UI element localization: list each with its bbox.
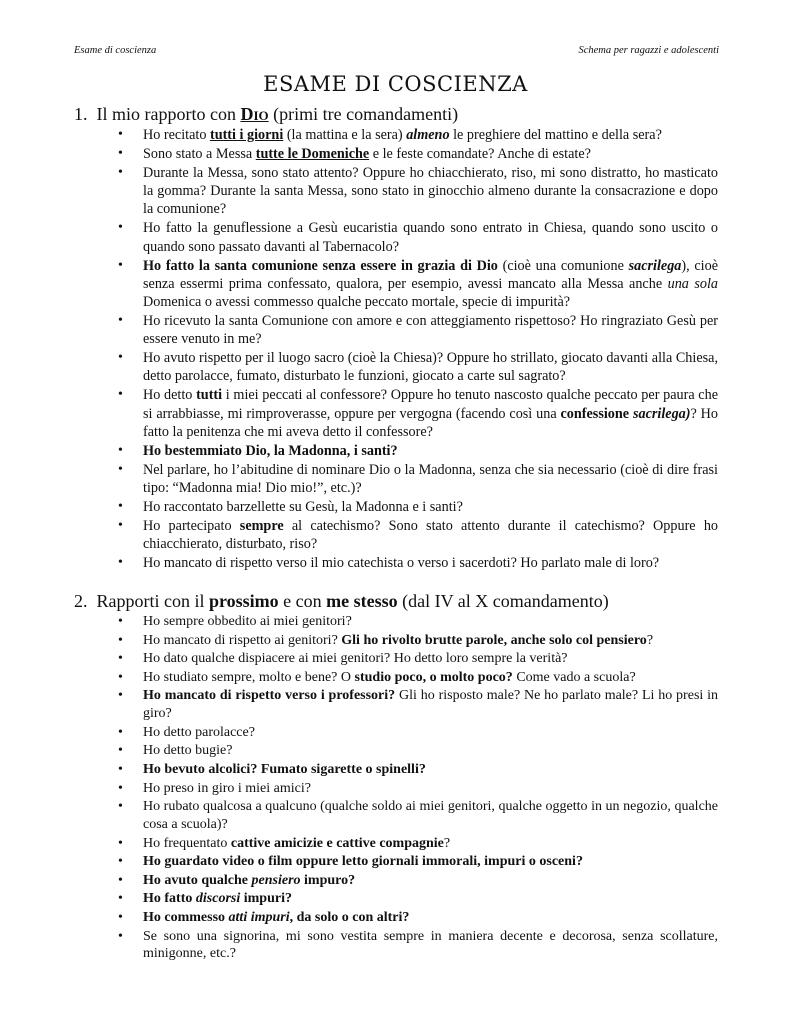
- section-1-heading: [74, 104, 458, 125]
- item-text: al catechismo? Sono stato attento durante il catechismo? Oppure ho chiacchierato, disturbato, riso?: [143, 518, 719, 553]
- item-emphasis: sacrilega): [632, 405, 691, 422]
- item-emphasis: Ho guardato video o film oppure letto giornali immorali, impuri o osceni?: [143, 854, 583, 870]
- item-emphasis: confessione: [560, 405, 633, 422]
- list-item: [118, 742, 718, 760]
- item-text: Ho detto bugie?: [143, 743, 233, 759]
- list-item: [118, 517, 718, 553]
- list-item: [118, 145, 718, 163]
- item-text: Ho studiato sempre, molto e bene? O: [143, 669, 355, 685]
- list-item: [118, 687, 718, 723]
- list-item: [118, 442, 718, 460]
- item-text: Ho dato qualche dispiacere ai miei genitori? Ho detto loro sempre la verità?: [143, 651, 568, 667]
- item-emphasis: Ho bestemmiato Dio, la Madonna, i santi?: [143, 442, 398, 459]
- item-text: Ho rubato qualcosa a qualcuno (qualche soldo ai miei genitori, qualche oggetto in un negozio, qualche cosa a scuola)?: [143, 799, 718, 832]
- item-emphasis: tutti i giorni: [209, 127, 284, 143]
- list-item: [118, 613, 718, 631]
- list-item: [118, 724, 718, 742]
- section-2-heading: [74, 591, 609, 612]
- section-2-heading-text: e con: [283, 591, 322, 611]
- list-item: [118, 126, 718, 144]
- item-text: Ho frequentato: [143, 835, 231, 851]
- list-item: [118, 386, 718, 441]
- item-emphasis: impuri?: [240, 891, 292, 907]
- list-item: [118, 890, 718, 908]
- item-text: Ho sempre obbedito ai miei genitori?: [143, 614, 352, 629]
- item-emphasis: cattive amicizie e cattive compagnie: [230, 835, 444, 851]
- item-text: Come vado a scuola?: [512, 669, 636, 685]
- item-emphasis: Ho bevuto alcolici? Fumato sigarette o spinelli?: [143, 761, 426, 777]
- item-text: Nel parlare, ho l’abitudine di nominare Dio o la Madonna, senza che sia necessario (cioè di dire frasi tipo: “Madonna mia! Dio mio!”, etc.)?: [143, 461, 718, 497]
- section-1-heading-pre: Il mio rapporto con: [96, 104, 236, 124]
- list-item: [118, 928, 718, 964]
- item-emphasis: Ho fatto: [143, 891, 196, 907]
- item-emphasis: , da solo o con altri?: [289, 909, 410, 925]
- list-item: [118, 632, 718, 650]
- item-text: Durante la Messa, sono stato attento? Oppure ho chiacchierato, riso, mi sono distratto, ho masticato la gomma? Durante la santa Messa, sono stato in ginocchio almeno durante la consacrazione e dopo la comunione?: [143, 165, 718, 218]
- item-text: Ho raccontato barzellette su Gesù, la Madonna e i santi?: [143, 499, 463, 516]
- list-item: [118, 219, 718, 255]
- item-text: ? Ho fatto la penitenza che mi aveva detto il confessore?: [143, 405, 718, 440]
- item-text: Ho fatto la genuflessione a Gesù eucaristia quando sono entrato in Chiesa, quando sono uscito o quando sono passato davanti al Tabernacolo?: [143, 220, 718, 255]
- item-text: Sono stato a Messa: [143, 146, 256, 162]
- item-text: i miei peccati al confessore? Oppure ho tenuto nascosto qualche peccato per paura che si arrabbiasse, mi rimproverasse, oppure per vergogna (facendo così una: [143, 387, 718, 422]
- section-1-heading-god: Dio: [240, 104, 269, 124]
- item-emphasis: tutti: [196, 387, 223, 404]
- item-emphasis: discorsi: [195, 891, 241, 907]
- item-text: Gli ho risposto male? Ne ho parlato male? Li ho presi in giro?: [143, 688, 719, 722]
- item-text: Ho ricevuto la santa Comunione con amore e con atteggiamento rispettoso? Ho ringraziato Gesù per essere venuto in me?: [143, 313, 718, 348]
- item-emphasis: sempre: [239, 518, 284, 535]
- item-emphasis: Ho commesso: [143, 909, 229, 925]
- item-emphasis: almeno: [406, 127, 450, 143]
- running-header-right: Schema per ragazzi e adolescenti: [578, 45, 719, 56]
- item-text: ?: [443, 835, 451, 851]
- list-item: [118, 312, 718, 348]
- section-2-heading-emphasis: prossimo: [208, 591, 279, 611]
- list-item: [118, 461, 718, 497]
- list-item: [118, 554, 718, 572]
- section-2-number: 2.: [74, 591, 88, 611]
- section-1-number: 1.: [74, 104, 88, 124]
- item-text: Domenica o avessi commesso qualche peccato mortale, specie di impurità?: [143, 294, 571, 311]
- list-item: [118, 257, 718, 312]
- item-emphasis: pensiero: [251, 872, 301, 888]
- item-emphasis: Gli ho rivolto brutte parole, anche solo col pensiero: [341, 632, 647, 648]
- list-item: [118, 349, 718, 385]
- list-item: [118, 780, 718, 798]
- item-emphasis: Ho avuto qualche: [143, 872, 252, 888]
- section-2-heading-text: Rapporti con il: [96, 591, 205, 611]
- section-1-list: [118, 126, 718, 573]
- list-item: [118, 650, 718, 668]
- item-text: Ho detto parolacce?: [143, 724, 255, 740]
- item-text: Ho mancato di rispetto verso il mio catechista o verso i sacerdoti? Ho parlato male di loro?: [143, 555, 660, 572]
- list-item: [118, 909, 718, 927]
- item-emphasis: sacrilega: [628, 257, 682, 274]
- section-2-list: [118, 613, 718, 964]
- list-item: [118, 669, 718, 687]
- section-2-heading-emphasis: me stesso: [326, 591, 398, 611]
- list-item: [118, 498, 718, 516]
- item-text: Se sono una signorina, mi sono vestita sempre in maniera decente e decorosa, senza scollature, minigonne, etc.?: [143, 928, 718, 962]
- item-text: Ho avuto rispetto per il luogo sacro (cioè la Chiesa)? Oppure ho strillato, giocato davanti alla Chiesa, detto parolacce, fumato, disturbato le funzioni, giocato a carte sul sagrato?: [143, 350, 718, 385]
- list-item: [118, 872, 718, 890]
- item-text: e le feste comandate? Anche di estate?: [369, 146, 591, 162]
- item-emphasis: studio poco, o molto poco?: [354, 669, 513, 685]
- item-text: (cioè una comunione: [497, 257, 629, 274]
- item-emphasis: una sola: [667, 275, 718, 292]
- running-header-left: Esame di coscienza: [74, 45, 157, 56]
- section-1-heading-post: (primi tre comandamenti): [273, 104, 459, 124]
- item-text: Ho mancato di rispetto ai genitori?: [143, 632, 342, 648]
- list-item: [118, 835, 718, 853]
- list-item: [118, 761, 718, 779]
- page-title: ESAME DI COSCIENZA: [263, 72, 528, 96]
- list-item: [118, 853, 718, 871]
- item-text: le preghiere del mattino e della sera?: [449, 127, 662, 143]
- item-emphasis: Ho mancato di rispetto verso i professori?: [143, 688, 396, 704]
- list-item: [118, 164, 718, 219]
- item-text: ?: [646, 632, 654, 648]
- item-text: Ho preso in giro i miei amici?: [143, 780, 311, 796]
- item-text: (la mattina e la sera): [283, 127, 407, 143]
- list-item: [118, 798, 718, 834]
- item-text: Ho detto: [143, 387, 197, 404]
- item-text: ), cioè senza essermi prima confessato, qualora, per esempio, avessi mancato alla Messa anche: [143, 257, 718, 292]
- item-text: Ho recitato: [143, 127, 210, 143]
- item-text: Ho partecipato: [143, 518, 240, 535]
- item-emphasis: impuro?: [300, 872, 356, 888]
- item-emphasis: tutte le Domeniche: [255, 146, 370, 162]
- item-emphasis: Ho fatto la santa comunione senza essere in grazia di Dio: [143, 257, 498, 274]
- item-emphasis: atti impuri: [228, 909, 290, 925]
- section-2-heading-text: (dal IV al X comandamento): [402, 591, 609, 611]
